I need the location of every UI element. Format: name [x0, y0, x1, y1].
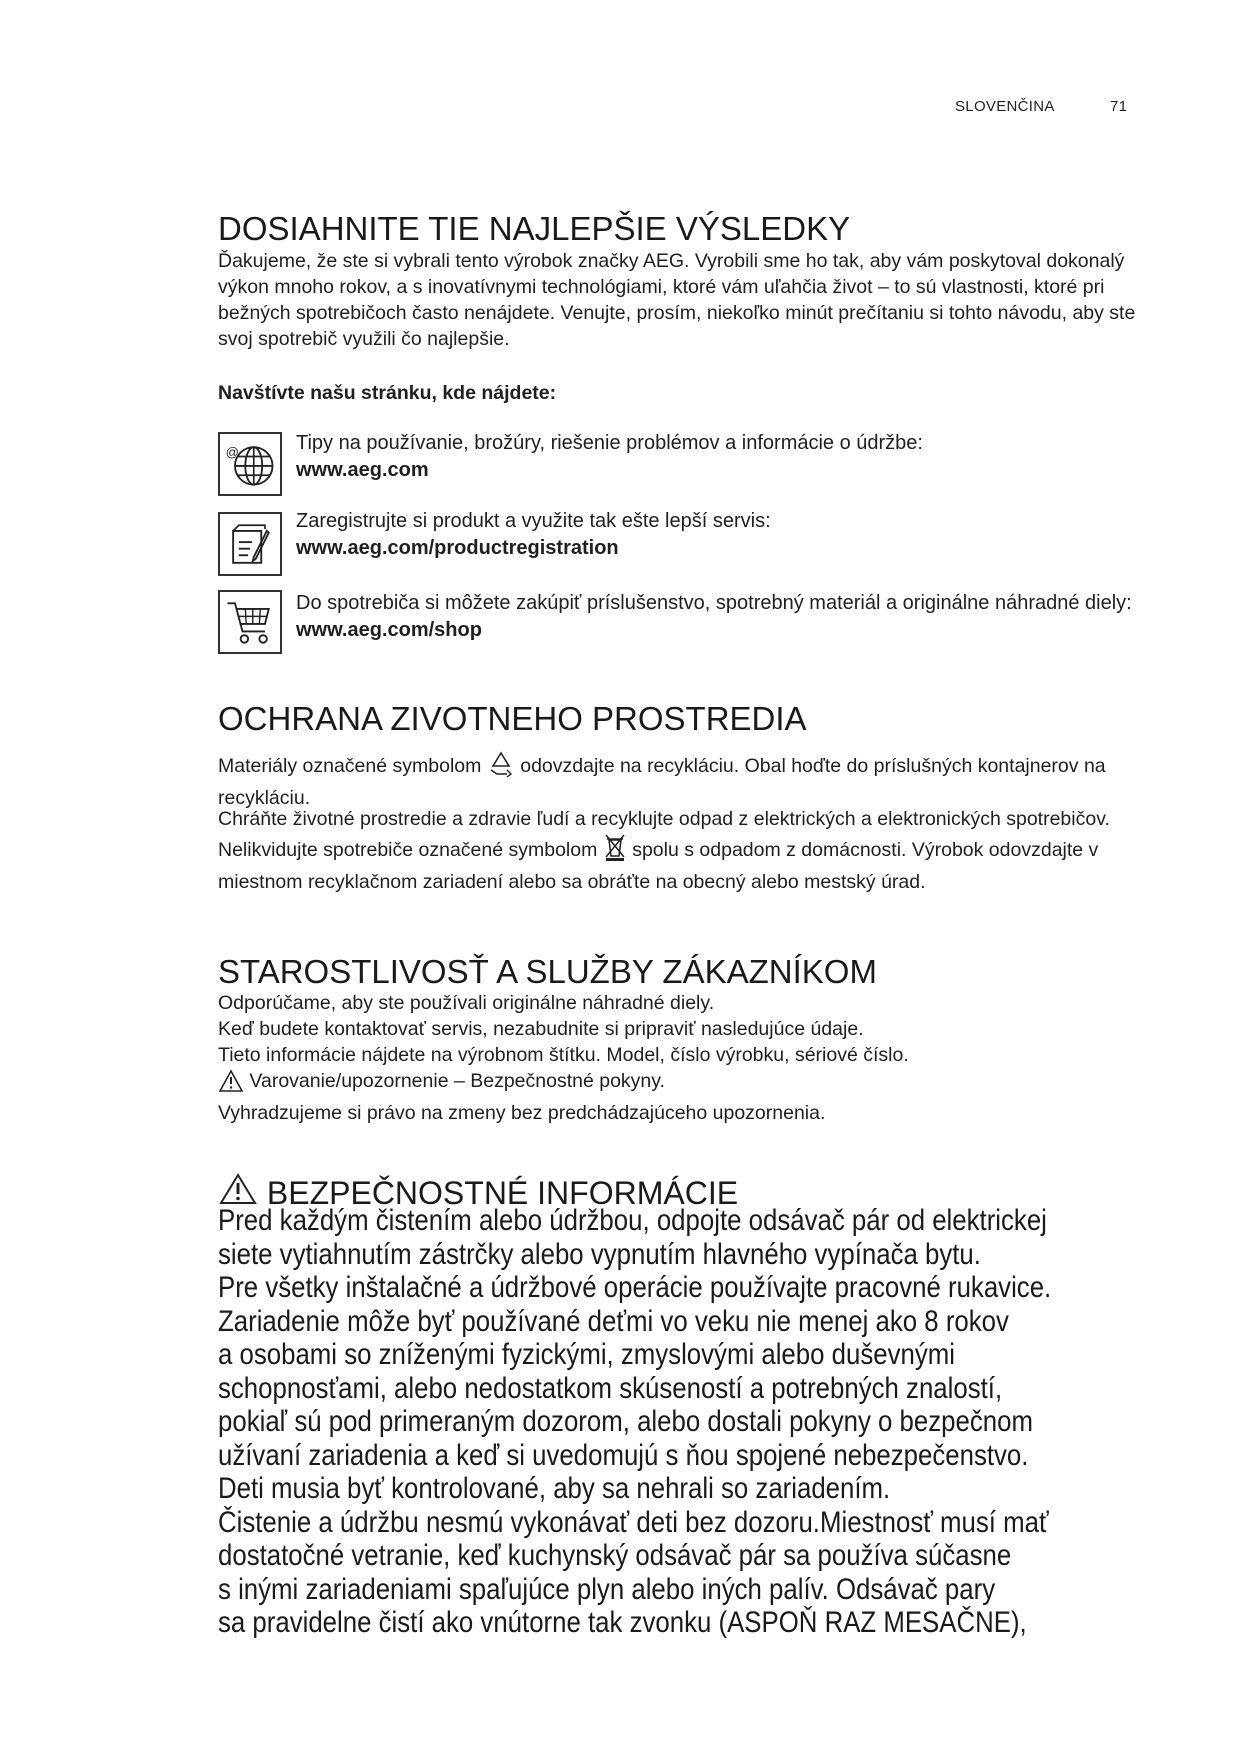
recycling-text-before: Materiály označené symbolom	[218, 755, 482, 777]
link-aeg-com[interactable]: www.aeg.com	[296, 459, 429, 481]
weee-paragraph	[218, 806, 1138, 895]
svg-text:@: @	[225, 444, 239, 460]
link-aeg-shop[interactable]: www.aeg.com/shop	[296, 619, 482, 641]
item-registration	[296, 508, 1146, 562]
safety-line: s inými zariadeniami spaľujúce plyn alebo iných palív. Odsávač pary	[218, 1572, 996, 1606]
care-line-5: Vyhradzujeme si právo na zmeny bez predchádzajúceho upozornenia.	[218, 1102, 826, 1124]
safety-line: schopnosťami, alebo nedostatkom skúseností a potrebných znalostí,	[218, 1371, 1003, 1405]
intro-paragraph: Ďakujeme, že ste si vybrali tento výrobok značky AEG. Vyrobili sme ho tak, aby vám poskytoval dokonalý výkon mnoho rokov, a s inovatívnymi technológiami, ktoré vám uľahčia život – to sú vlastnosti, ktoré pri bežných spotrebičoch často nenájdete. Venujte, prosím, niekoľko minút prečítaniu si tohto návodu, aby ste svoj spotrebič využili čo najlepšie.	[218, 250, 1136, 350]
section-title-best-results: DOSIAHNITE TIE NAJLEPŠIE VÝSLEDKY	[218, 210, 851, 247]
weee-text-before: Chráňte životné prostredie a zdravie ľudí a recyklujte odpad z elektrických a elektronických spotrebičov. Nelikvidujte spotrebiče označené symbolom	[218, 808, 1110, 861]
section-title-safety: BEZPEČNOSTNÉ INFORMÁCIE	[266, 1175, 739, 1211]
care-line-3: Tieto informácie nájdete na výrobnom štítku. Model, číslo výrobku, sériové číslo.	[218, 1044, 909, 1066]
safety-line: a osobami so zníženými fyzickými, zmyslovými alebo duševnými	[218, 1338, 955, 1371]
shopping-cart-icon	[218, 590, 282, 654]
warning-icon	[218, 1069, 244, 1100]
page-number: 71	[1110, 98, 1128, 115]
safety-line: užívaní zariadenia a keď si uvedomujú s ňou spojené nebezpečenstvo.	[218, 1438, 1029, 1472]
safety-paragraph	[218, 1204, 1147, 1640]
recycling-text-after: odovzdajte na recykláciu. Obal hoďte do príslušných kontajnerov na recykláciu.	[218, 755, 1106, 809]
registration-icon	[218, 512, 282, 576]
safety-line: pokiaľ sú pod primeraným dozorom, alebo dostali pokyny o bezpečnom	[218, 1405, 1033, 1438]
item-shop-text: Do spotrebiča si môžete zakúpiť príslušenstvo, spotrebný materiál a originálne náhradné diely:	[296, 592, 1132, 614]
care-line-2: Keď budete kontaktovať servis, nezabudnite si pripraviť nasledujúce údaje.	[218, 1018, 864, 1040]
item-support-text: Tipy na používanie, brožúry, riešenie problémov a informácie o údržbe:	[296, 432, 923, 454]
link-productregistration[interactable]: www.aeg.com/productregistration	[296, 537, 619, 559]
crossed-bin-icon	[603, 832, 627, 869]
section-title-environment: OCHRANA ZIVOTNEHO PROSTREDIA	[218, 700, 807, 737]
globe-icon	[218, 432, 282, 496]
section-title-customer-care: STAROSTLIVOSŤ A SLUŽBY ZÁKAZNÍKOM	[218, 953, 877, 990]
safety-line: Zariadenie môže byť používané deťmi vo veku nie menej ako 8 rokov	[218, 1304, 1009, 1338]
recycling-paragraph	[218, 750, 1138, 811]
visit-label: Navštívte našu stránku, kde nájdete:	[218, 382, 557, 404]
safety-line: dostatočné vetranie, keď kuchynský odsávač pár sa používa súčasne	[218, 1539, 1012, 1572]
safety-line: Deti musia byť kontrolované, aby sa nehrali so zariadením.	[218, 1472, 891, 1505]
item-registration-text: Zaregistrujte si produkt a využite tak ešte lepší servis:	[296, 510, 771, 532]
item-support	[296, 430, 1146, 484]
safety-line: siete vytiahnutím zástrčky alebo vypnutím hlavného vypínača bytu.	[218, 1237, 981, 1271]
care-line-1: Odporúčame, aby ste používali originálne náhradné diely.	[218, 992, 715, 1014]
safety-line: sa pravidelne čistí ako vnútorne tak zvonku (ASPOŇ RAZ MESAČNE),	[218, 1606, 1027, 1639]
care-line-4-row	[218, 1068, 1138, 1100]
recycle-icon	[487, 750, 515, 785]
weee-text-after: spolu s odpadom z domácnosti. Výrobok odovzdajte v miestnom recyklačnom zariadení alebo sa obráťte na obecný alebo mestský úrad.	[218, 839, 1099, 893]
safety-line: Pred každým čistením alebo údržbou, odpojte odsávač pár od elektrickej	[218, 1204, 1047, 1237]
safety-line: Pre všetky inštalačné a údržbové operácie používajte pracovné rukavice.	[218, 1271, 1052, 1304]
customer-care-block	[218, 990, 1138, 1126]
safety-line: Čistenie a údržbu nesmú vykonávať deti bez dozoru.Miestnosť musí mať	[218, 1505, 1049, 1539]
care-line-4: Varovanie/upozornenie – Bezpečnostné pokyny.	[249, 1070, 665, 1092]
header-language: SLOVENČINA	[955, 98, 1055, 115]
item-shop	[296, 590, 1146, 644]
